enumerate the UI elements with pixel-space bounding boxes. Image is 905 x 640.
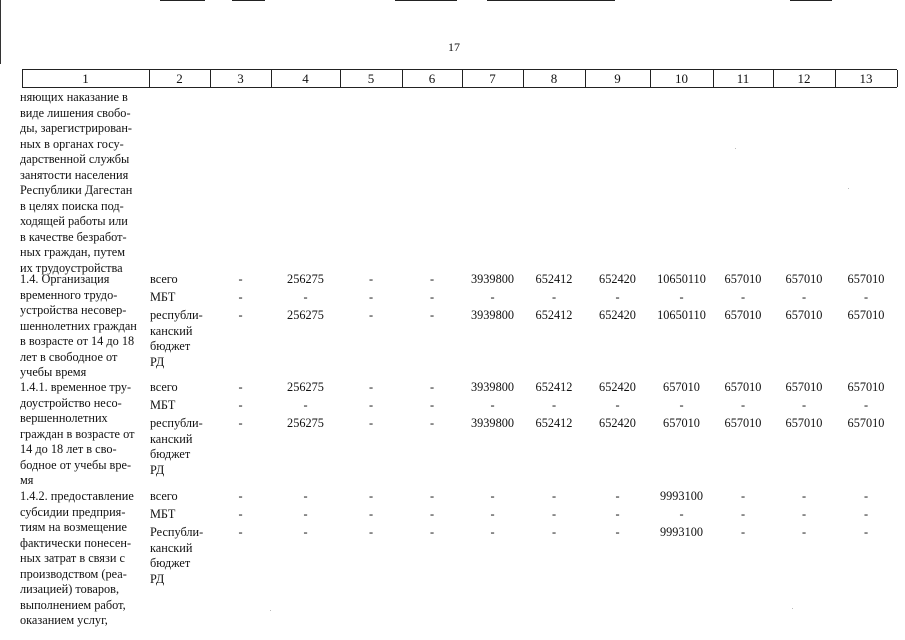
row-group-name-line: выполнением работ,: [20, 597, 126, 612]
table-cell: -: [490, 525, 495, 539]
table-cell: 657010: [847, 308, 885, 322]
top-edge-fragment: [160, 0, 205, 1]
row-group-name-line: 1.4.1. временное тру-: [20, 380, 132, 394]
table-cell: -: [368, 507, 374, 521]
row-group-name-line: временного трудо-: [20, 287, 118, 302]
row-group-name-line: 14 до 18 лет в сво-: [20, 442, 117, 456]
row-group-name-line: фактически понесен-: [20, 535, 132, 550]
table-cell: -: [551, 398, 557, 412]
table-cell: 657010: [663, 416, 700, 430]
table-cell: -: [429, 380, 435, 394]
row-label: [150, 416, 203, 478]
table-cell: 657010: [785, 272, 823, 286]
row-label-line: МБТ: [150, 507, 176, 521]
header-cell-7: 7: [489, 71, 496, 86]
table-header-bottom-border: [22, 87, 897, 88]
table-header-divider: [897, 70, 898, 87]
row-group-name: [20, 489, 148, 629]
table-cell: -: [551, 489, 557, 503]
table-cell: -: [368, 398, 374, 412]
table-cell: 657010: [724, 308, 762, 322]
table-cell: 652412: [535, 308, 573, 322]
row-group-name-line: доустройство несо-: [20, 395, 122, 410]
header-cell-12: 12: [797, 71, 811, 86]
table-cell: 657010: [785, 308, 823, 322]
row-group-name-line: производством (реа-: [20, 566, 127, 581]
table-cell: -: [863, 398, 869, 412]
table-cell: -: [429, 507, 435, 521]
row-label-line: канский: [150, 540, 193, 555]
row-label-line: РД: [150, 462, 165, 477]
table-header-divider: [22, 70, 23, 87]
table-cell: 256275: [287, 416, 324, 430]
table-header-divider: [402, 70, 403, 87]
table-cell: -: [679, 398, 684, 412]
table-cell: -: [368, 380, 374, 394]
top-edge-fragment: [487, 0, 615, 1]
table-cell: -: [801, 398, 807, 412]
header-cell-4: 4: [302, 71, 309, 86]
header-cell-8: 8: [550, 71, 558, 86]
table-cell: 652412: [535, 272, 573, 286]
row-group-name: [20, 380, 148, 489]
row-group-name-line: ных затрат в связи с: [20, 551, 125, 565]
table-cell: -: [615, 507, 620, 521]
row-label: [150, 507, 175, 523]
table-cell: -: [238, 290, 243, 304]
table-cell: 10650110: [657, 308, 706, 322]
table-cell: -: [863, 525, 869, 539]
row-group-name-line: субсидии предприя-: [20, 504, 126, 519]
table-cell: -: [801, 489, 807, 503]
table-cell: 9993100: [659, 525, 704, 539]
table-header-divider: [271, 70, 272, 87]
row-group-name-line: вершеннолетних: [20, 411, 108, 425]
header-cell-6: 6: [428, 71, 436, 86]
row-label-line: РД: [150, 354, 165, 369]
row-label: [150, 308, 203, 370]
carry-over-line: ходящей работы или: [20, 214, 128, 228]
carry-over-line: ды, зарегистрирован-: [20, 121, 132, 135]
carry-over-line: Республики Дагестан: [20, 183, 133, 197]
table-header-divider: [210, 70, 211, 87]
table-cell: -: [429, 308, 435, 322]
carry-over-line: в качестве безработ-: [20, 229, 127, 244]
row-group-name-line: 1.4.2. предоставление: [20, 489, 134, 503]
table-cell: -: [740, 290, 746, 304]
row-label-line: бюджет: [150, 447, 191, 461]
table-cell: 657010: [724, 272, 762, 286]
carry-over-line: их трудоустройства: [20, 260, 123, 275]
row-group-name-line: устройства несовер-: [20, 303, 127, 317]
table-cell: 652420: [599, 380, 636, 394]
table-cell: -: [368, 272, 374, 286]
row-group-name: [20, 272, 148, 381]
row-group-name-line: мя: [20, 473, 34, 487]
carry-over-line: дарственной службы: [20, 152, 130, 166]
table-cell: -: [238, 272, 243, 286]
table-cell: 657010: [663, 380, 700, 394]
row-group-name-line: оказанием услуг,: [20, 613, 108, 627]
table-cell: -: [801, 525, 807, 539]
table-cell: -: [368, 290, 374, 304]
table-cell: -: [303, 507, 308, 521]
table-cell: -: [490, 507, 495, 521]
table-cell: -: [238, 398, 243, 412]
table-cell: -: [679, 290, 684, 304]
row-label: [150, 290, 175, 306]
table-header-divider: [462, 70, 463, 87]
row-label: [150, 272, 178, 288]
row-group-name-line: тиям на возмещение: [20, 520, 127, 534]
table-cell: -: [429, 290, 435, 304]
table-cell: 9993100: [659, 489, 704, 503]
table-cell: -: [238, 308, 243, 322]
header-cell-11: 11: [736, 71, 750, 86]
row-label-line: всего: [150, 489, 178, 503]
carry-over-line: ных в органах госу-: [20, 136, 124, 151]
table-cell: -: [740, 525, 746, 539]
table-cell: -: [368, 525, 374, 539]
table-cell: 652412: [535, 416, 573, 430]
table-cell: -: [490, 398, 495, 412]
table-cell: 652420: [599, 416, 636, 430]
row-label: [150, 489, 178, 505]
row-group-name-line: в возрасте от 14 до 18: [20, 334, 135, 348]
table-cell: 3939800: [470, 272, 515, 286]
table-cell: 657010: [724, 416, 762, 430]
table-cell: 657010: [847, 416, 885, 430]
row-group-name-line: учебы время: [20, 365, 87, 379]
header-cell-5: 5: [367, 71, 375, 86]
header-cell-2: 2: [176, 71, 183, 86]
table-cell: -: [303, 290, 308, 304]
table-cell: -: [490, 290, 495, 304]
table-cell: 3939800: [470, 380, 515, 394]
table-header-divider: [650, 70, 651, 87]
table-cell: 652420: [599, 272, 636, 286]
table-cell: -: [368, 489, 374, 503]
table-cell: -: [740, 507, 746, 521]
carry-over-line: занятости населения: [20, 167, 129, 182]
table-header-divider: [773, 70, 774, 87]
table-cell: 3939800: [470, 416, 515, 430]
table-cell: -: [551, 290, 557, 304]
table-cell: -: [429, 416, 435, 430]
top-edge-fragment: [395, 0, 457, 1]
table-header-divider: [585, 70, 586, 87]
table-cell: -: [863, 290, 869, 304]
row-label-line: канский: [150, 323, 193, 338]
scan-speck: [792, 608, 793, 609]
row-group-name-line: бодное от учебы вре-: [20, 457, 132, 472]
table-cell: -: [238, 507, 243, 521]
table-cell: -: [863, 507, 869, 521]
carry-over-line: в целях поиска под-: [20, 198, 124, 213]
row-label-line: бюджет: [150, 556, 191, 570]
table-cell: 256275: [287, 272, 324, 286]
row-group-name-line: шеннолетних граждан: [20, 318, 137, 333]
table-cell: -: [303, 525, 308, 539]
table-cell: -: [615, 398, 620, 412]
row-group-name-line: лизацией) товаров,: [20, 582, 120, 596]
table-cell: 10650110: [657, 272, 706, 286]
table-cell: -: [615, 525, 620, 539]
row-label-line: канский: [150, 431, 193, 446]
table-cell: -: [863, 489, 869, 503]
row-label-line: всего: [150, 380, 178, 394]
table-cell: 657010: [724, 380, 762, 394]
table-cell: 652412: [535, 380, 573, 394]
row-label-line: Республи-: [150, 525, 204, 539]
row-group-name-line: лет в свободное от: [20, 349, 118, 364]
row-label-line: республи-: [150, 308, 203, 322]
table-cell: -: [615, 489, 620, 503]
row-group-name-line: 1.4. Организация: [20, 272, 110, 286]
row-label-line: всего: [150, 272, 178, 286]
carry-over-text: [20, 90, 148, 276]
top-edge-fragment: [232, 0, 265, 1]
table-cell: -: [740, 489, 746, 503]
table-cell: -: [429, 525, 435, 539]
carry-over-line: виде лишения свобо-: [20, 105, 131, 120]
table-header-divider: [523, 70, 524, 87]
table-cell: -: [429, 272, 435, 286]
table-cell: -: [490, 489, 495, 503]
table-cell: -: [801, 507, 807, 521]
table-cell: -: [551, 525, 557, 539]
scan-speck: [848, 188, 849, 189]
table-cell: -: [551, 507, 557, 521]
table-cell: -: [429, 398, 435, 412]
row-label-line: МБТ: [150, 398, 176, 412]
table-cell: -: [238, 416, 243, 430]
header-cell-3: 3: [237, 71, 244, 86]
carry-over-line: няющих наказание в: [20, 90, 128, 104]
row-label-line: РД: [150, 571, 165, 586]
row-label: [150, 525, 203, 587]
table-cell: 657010: [847, 272, 885, 286]
table-cell: -: [740, 398, 746, 412]
table-cell: -: [238, 380, 243, 394]
header-cell-13: 13: [859, 71, 873, 86]
row-label-line: бюджет: [150, 339, 191, 353]
header-cell-10: 10: [675, 71, 688, 86]
table-header-divider: [149, 70, 150, 87]
top-edge-fragment: [790, 0, 832, 1]
table-cell: -: [238, 525, 243, 539]
carry-over-line: ных граждан, путем: [20, 245, 125, 259]
page-number: 17: [448, 40, 460, 54]
table-cell: 657010: [847, 380, 885, 394]
left-edge-line: [0, 0, 1, 64]
table-cell: -: [801, 290, 807, 304]
table-cell: -: [368, 308, 374, 322]
table-cell: -: [238, 489, 243, 503]
table-cell: 652420: [599, 308, 636, 322]
table-cell: -: [615, 290, 620, 304]
row-label-line: республи-: [150, 416, 203, 430]
table-cell: -: [303, 489, 308, 503]
table-cell: -: [679, 507, 684, 521]
table-header-divider: [713, 70, 714, 87]
table-cell: 657010: [785, 380, 823, 394]
row-group-name-line: граждан в возрасте от: [20, 426, 135, 441]
table-header-divider: [340, 70, 341, 87]
table-cell: 256275: [287, 308, 324, 322]
header-cell-1: 1: [82, 71, 89, 86]
table-cell: -: [429, 489, 435, 503]
table-cell: 3939800: [470, 308, 515, 322]
row-label: [150, 380, 178, 396]
table-header-divider: [835, 70, 836, 87]
table-header-top-border: [22, 69, 897, 70]
table-cell: 256275: [287, 380, 324, 394]
header-cell-9: 9: [614, 71, 621, 86]
table-cell: 657010: [785, 416, 823, 430]
table-cell: -: [303, 398, 308, 412]
row-label-line: МБТ: [150, 290, 176, 304]
table-cell: -: [368, 416, 374, 430]
scan-speck: [270, 610, 271, 611]
scan-speck: [735, 148, 736, 149]
row-label: [150, 398, 175, 414]
